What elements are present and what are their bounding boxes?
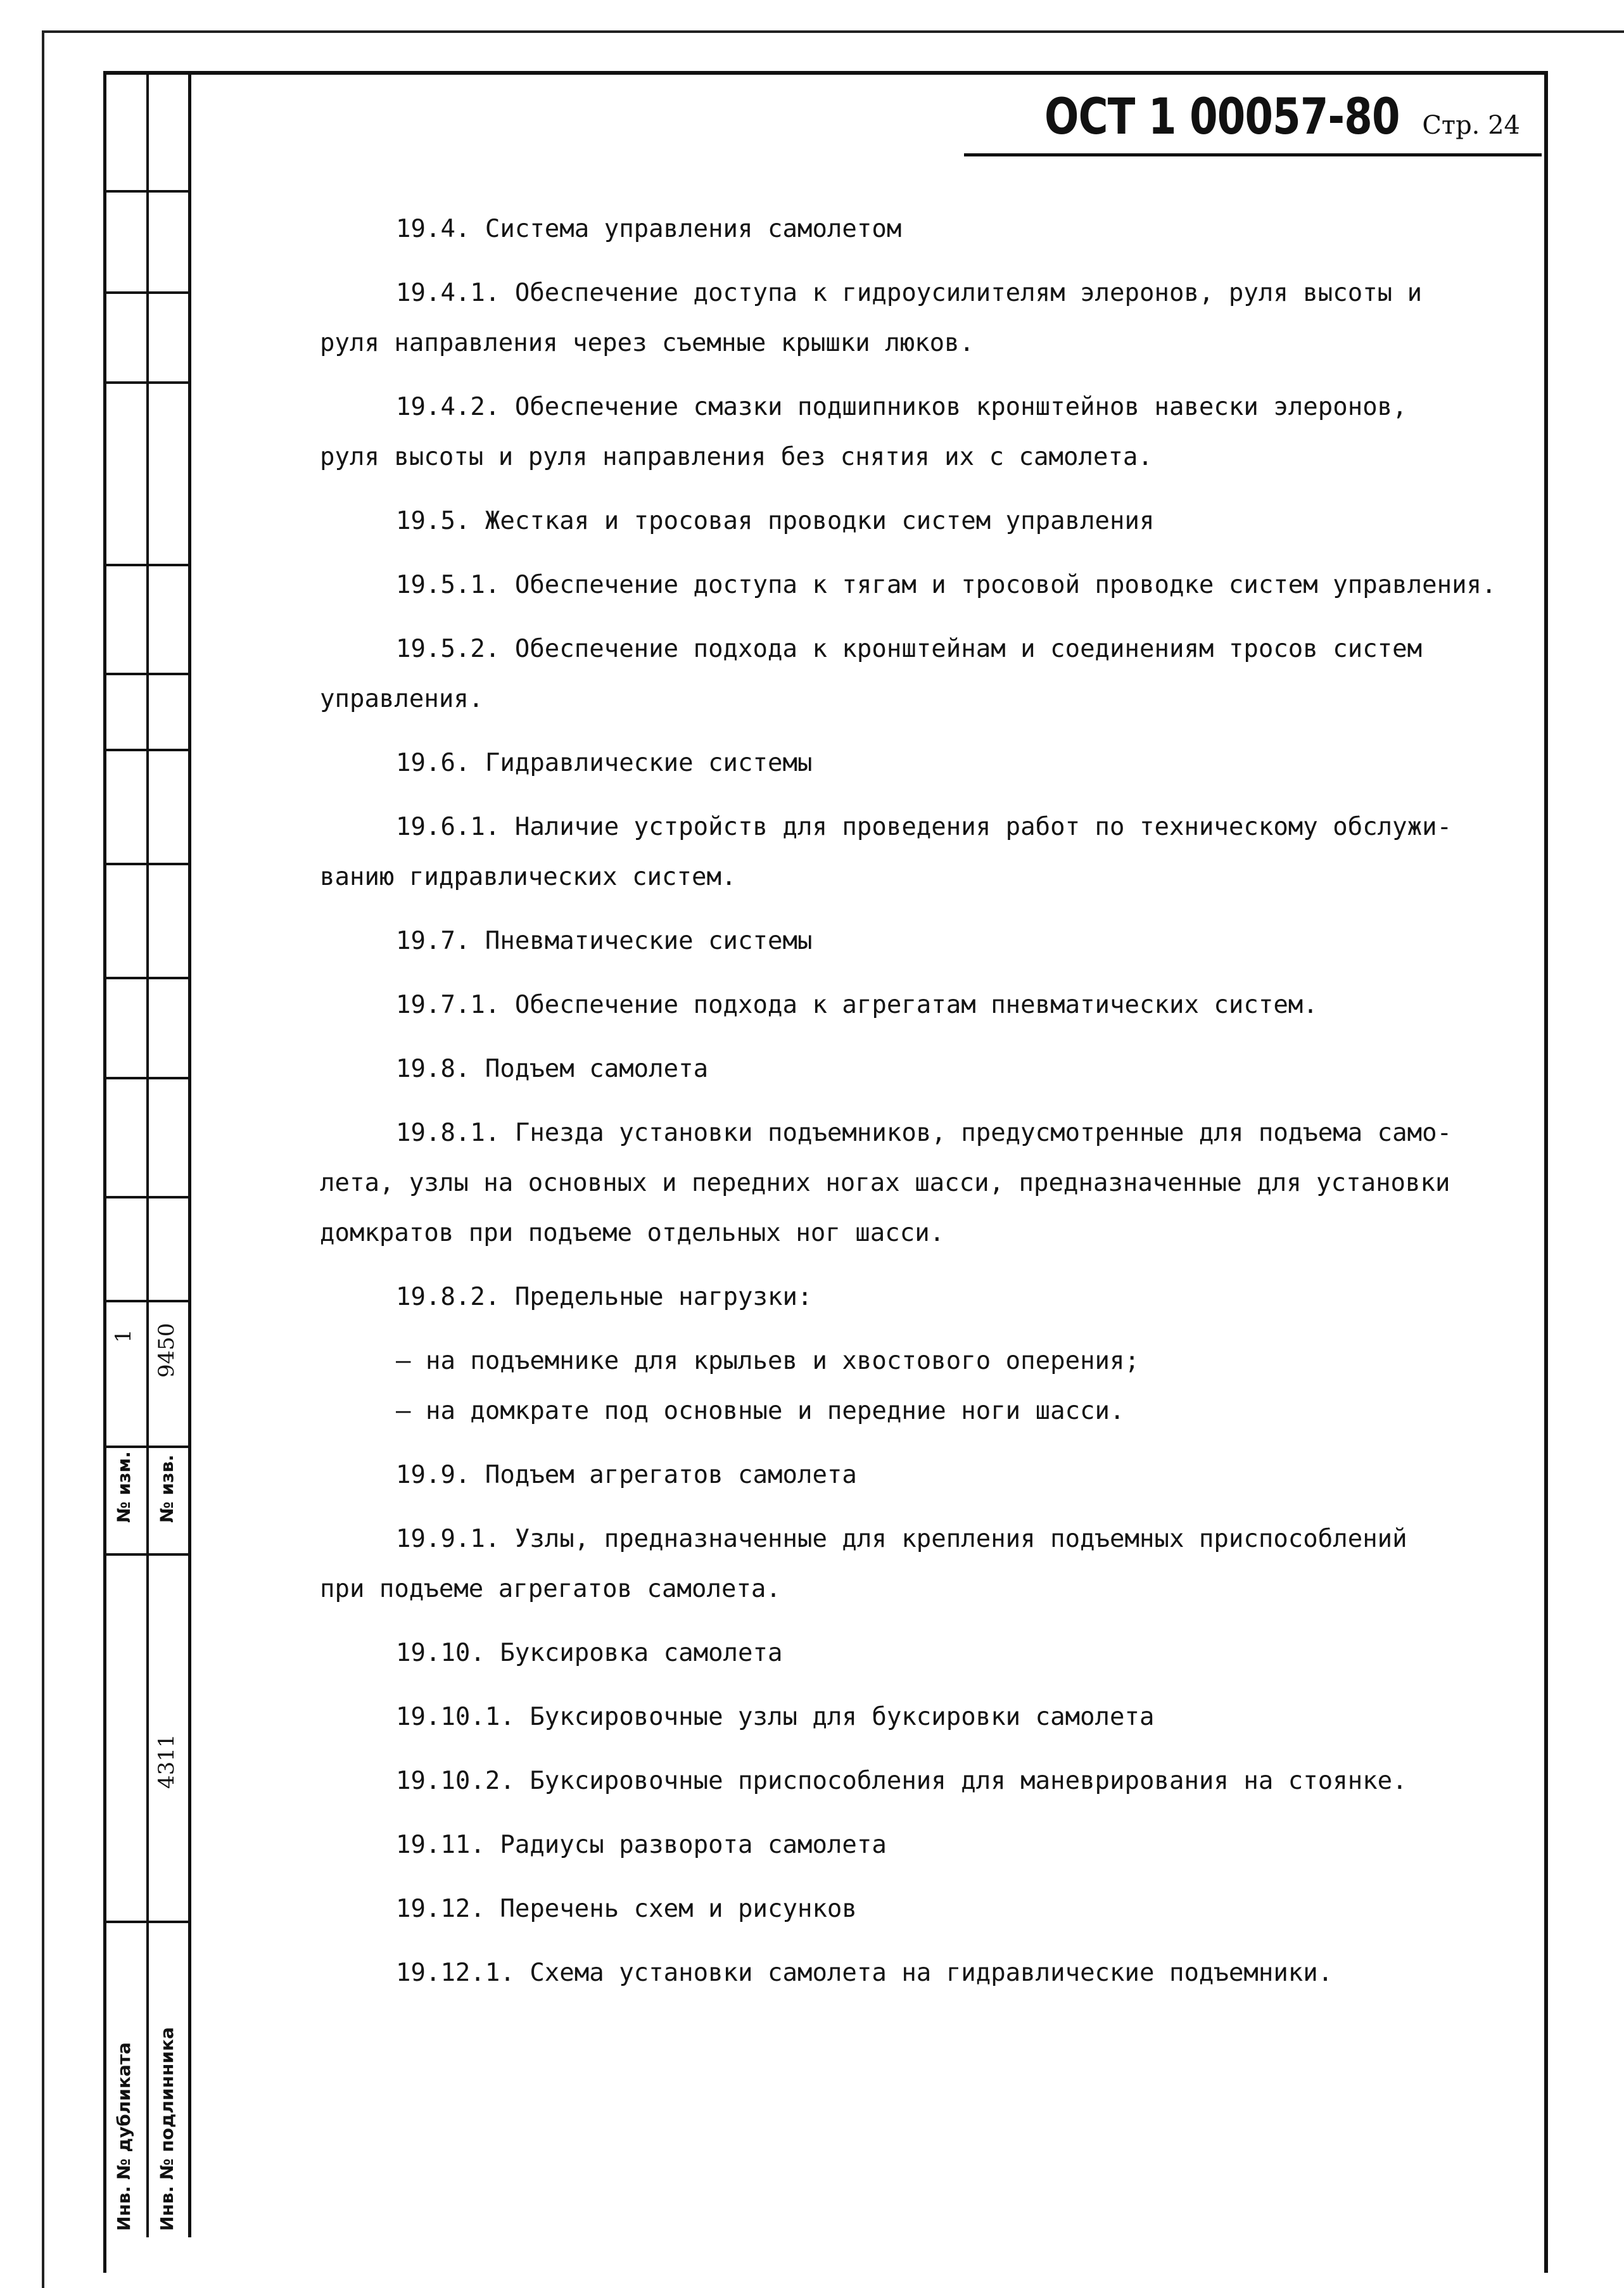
paragraph-line: 19.5.1. Обеспечение доступа к тягам и тросовой проводке систем управления. — [396, 571, 1497, 599]
paragraph-line: 19.8. Подъем самолета — [396, 1055, 709, 1083]
paragraph — [320, 1386, 1530, 1436]
strip-row-line — [103, 1921, 191, 1923]
paragraph-line: 19.6.1. Наличие устройств для проведения работ по техническому обслужи- — [396, 813, 1452, 841]
paragraph — [320, 268, 1530, 368]
paragraph-line: 19.10.1. Буксировочные узлы для буксировки самолета — [396, 1703, 1155, 1731]
strip-row-line — [103, 1077, 191, 1079]
strip-row-line — [103, 564, 191, 566]
paragraph — [320, 1820, 1530, 1870]
strip-divider — [146, 71, 149, 2237]
strip-row-line — [103, 1553, 191, 1556]
paragraph-line: 19.5. Жесткая и тросовая проводки систем управления — [396, 507, 1155, 535]
paragraph-line: руля направления через съемные крышки люков. — [320, 329, 975, 357]
paragraph — [320, 1336, 1530, 1386]
paragraph-line: 19.4. Система управления самолетом — [396, 215, 902, 243]
paragraph-line: при подъеме агрегатов самолета. — [320, 1575, 781, 1603]
paragraph-line: 19.6. Гидравлические системы — [396, 749, 813, 777]
paragraph-line: 19.4.1. Обеспечение доступа к гидроусилителям элеронов, руля высоты и — [396, 279, 1423, 307]
paragraph-line: 19.8.2. Предельные нагрузки: — [396, 1283, 813, 1311]
strip-row-line — [103, 1446, 191, 1448]
paragraph-line: – на домкрате под основные и передние ноги шасси. — [396, 1397, 1125, 1425]
strip-row-line — [103, 1196, 191, 1198]
page-number: Стр. 24 — [1422, 111, 1520, 140]
paragraph-line: 19.10. Буксировка самолета — [396, 1639, 783, 1667]
paragraph — [320, 204, 1530, 254]
paragraph-line: 19.5.2. Обеспечение подхода к кронштейнам и соединениям тросов систем — [396, 635, 1423, 663]
paragraph — [320, 1948, 1530, 1998]
inv-dubl-label: Инв. № дубликата — [113, 2042, 134, 2231]
paragraph — [320, 1756, 1530, 1806]
document-body — [320, 204, 1530, 2012]
paragraph-line: – на подъемнике для крыльев и хвостового оперения; — [396, 1347, 1139, 1375]
strip-border — [188, 71, 191, 2237]
paragraph — [320, 624, 1530, 724]
paragraph-line: 19.10.2. Буксировочные приспособления для маневрирования на стоянке. — [396, 1767, 1407, 1795]
inv-podl-label: Инв. № подлинника — [156, 2027, 177, 2231]
paragraph — [320, 1108, 1530, 1258]
paragraph-line: 19.7.1. Обеспечение подхода к агрегатам пневматических систем. — [396, 991, 1318, 1019]
paragraph — [320, 802, 1530, 902]
strip-row-line — [103, 673, 191, 675]
paragraph — [320, 1514, 1530, 1614]
strip-row-line — [103, 291, 191, 294]
paragraph — [320, 560, 1530, 610]
paragraph-line: руля высоты и руля направления без снятия их с самолета. — [320, 443, 1153, 471]
strip-row-line — [103, 71, 191, 73]
paragraph — [320, 1044, 1530, 1094]
paragraph-line: 19.9.1. Узлы, предназначенные для крепления подъемных приспособлений — [396, 1525, 1407, 1553]
paragraph-line: лета, узлы на основных и передних ногах шасси, предназначенные для установки — [320, 1169, 1450, 1197]
paragraph-line: управления. — [320, 685, 484, 713]
paragraph-line: 19.9. Подъем агрегатов самолета — [396, 1461, 857, 1489]
document-code: ОСТ 1 00057-80 — [1044, 89, 1400, 146]
paragraph — [320, 916, 1530, 966]
strip-row-line — [103, 977, 191, 979]
strip-row-line — [103, 863, 191, 865]
left-margin-strip — [103, 71, 191, 2237]
izm-label: № изм. — [113, 1451, 134, 1523]
paragraph-line: 19.8.1. Гнезда установки подъемников, предусмотренные для подъема само- — [396, 1119, 1452, 1147]
paragraph — [320, 382, 1530, 482]
paragraph-line: домкратов при подъеме отдельных ног шасси. — [320, 1219, 945, 1247]
paragraph-line: 19.4.2. Обеспечение смазки подшипников кронштейнов навески элеронов, — [396, 393, 1407, 421]
paragraph — [320, 1272, 1530, 1322]
strip-row-line — [103, 749, 191, 751]
strip-row-line — [103, 190, 191, 193]
paragraph — [320, 738, 1530, 788]
page-header — [964, 89, 1542, 156]
strip-row-line — [103, 1300, 191, 1302]
paragraph — [320, 1692, 1530, 1742]
inv-podl-value: 4311 — [154, 1734, 179, 1789]
paragraph — [320, 980, 1530, 1030]
izv-label: № изв. — [156, 1454, 177, 1523]
paragraph-line: 19.12. Перечень схем и рисунков — [396, 1895, 857, 1923]
strip-row-line — [103, 381, 191, 384]
izm-value: 1 — [111, 1329, 136, 1343]
paragraph — [320, 1450, 1530, 1500]
paragraph-line: 19.11. Радиусы разворота самолета — [396, 1831, 887, 1859]
izv-value: 9450 — [154, 1323, 179, 1378]
paragraph-line: ванию гидравлических систем. — [320, 863, 737, 891]
paragraph — [320, 1884, 1530, 1934]
paragraph-line: 19.7. Пневматические системы — [396, 927, 813, 955]
paragraph-line: 19.12.1. Схема установки самолета на гидравлические подъемники. — [396, 1959, 1333, 1987]
paragraph — [320, 1628, 1530, 1678]
paragraph — [320, 496, 1530, 546]
